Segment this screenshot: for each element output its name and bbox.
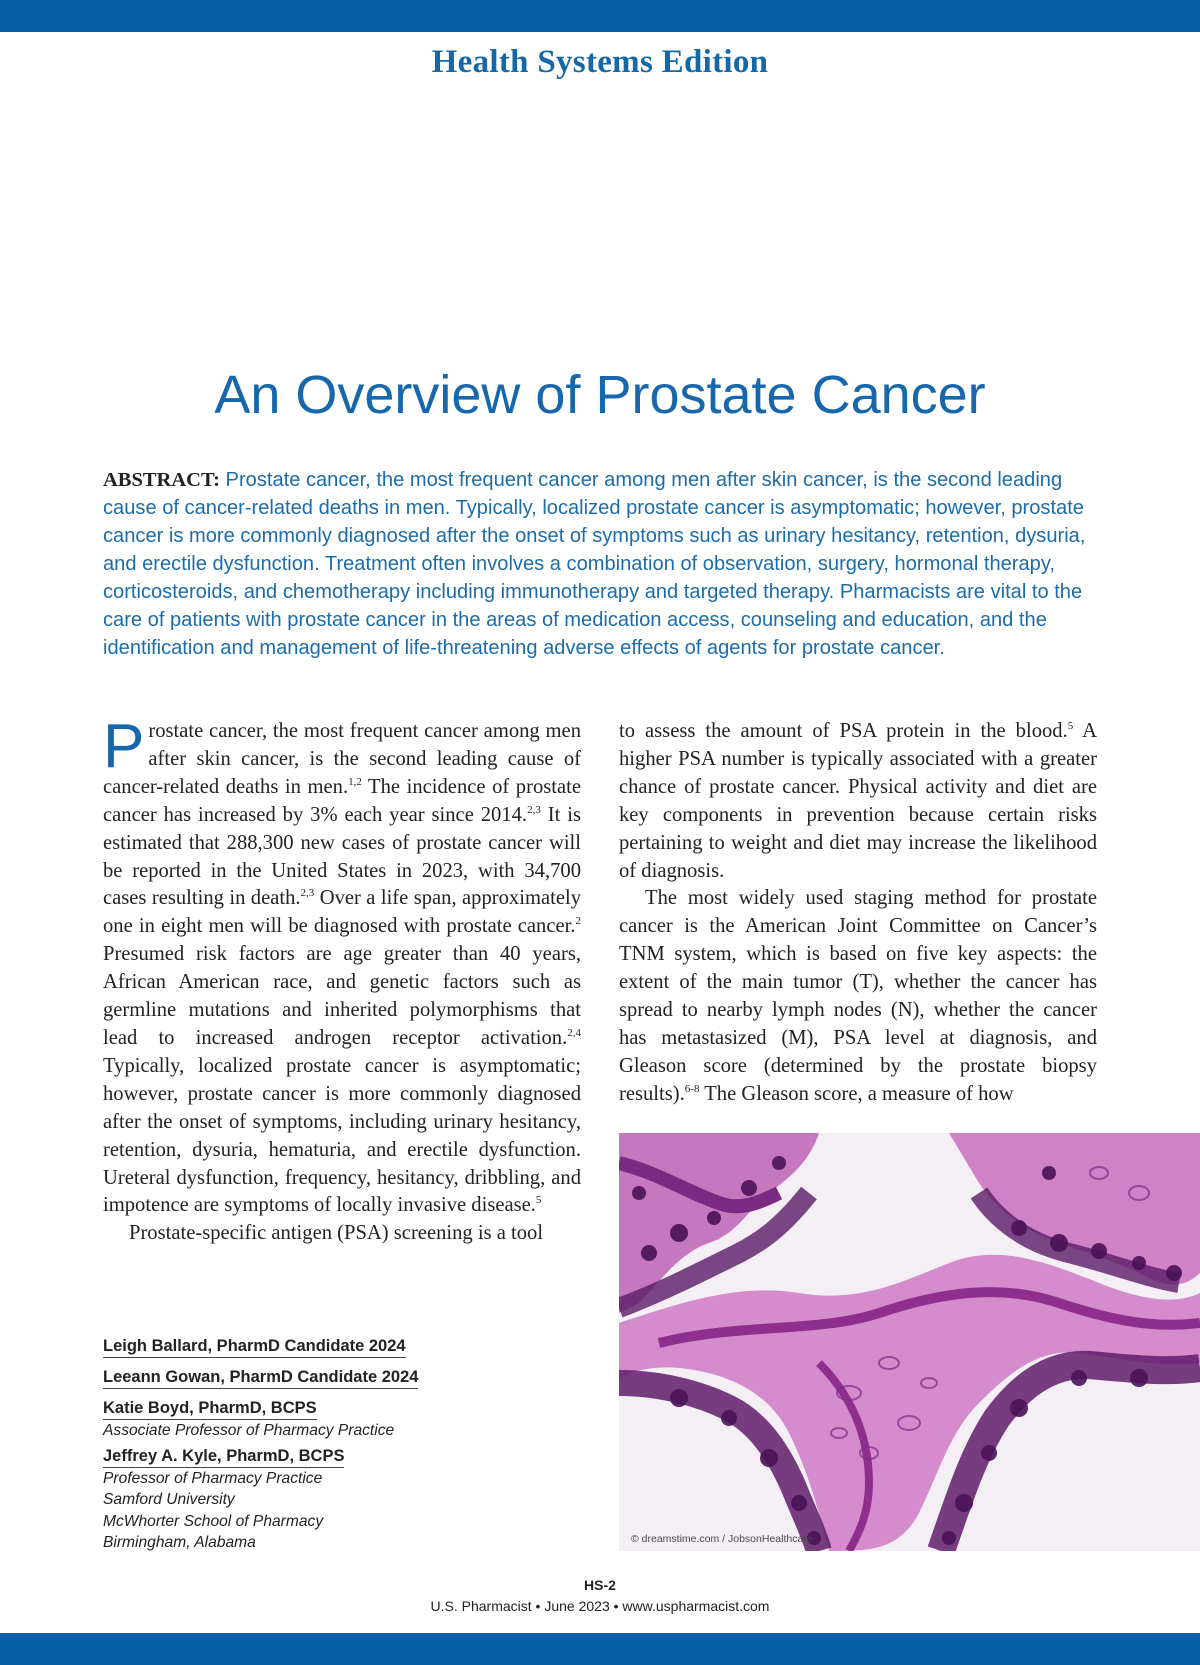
histology-image [619, 1133, 1200, 1551]
image-credit: © dreamstime.com / JobsonHealthcare [631, 1533, 813, 1545]
citation: 1,2 [348, 775, 362, 788]
body-column-right [619, 718, 1097, 1109]
author-entry [103, 1446, 573, 1554]
author-entry [103, 1367, 573, 1389]
edition-header: Health Systems Edition [431, 44, 769, 80]
citation: 2,3 [527, 803, 541, 816]
body-paragraph-2-cont: to assess the amount of PSA protein in the blood.$^5$ A higher PSA number is typically associated with a greater chance of prostate cancer. Physical activity and diet are key components in prevention because certain risks pertaining to weight and diet may increase the likelihood of diagnosis. [619, 720, 1097, 882]
author-affiliation: Associate Professor of Pharmacy Practice [103, 1422, 395, 1439]
author-name: Katie Boyd, PharmD, BCPS [103, 1398, 317, 1420]
author-affiliation: Professor of Pharmacy Practice [103, 1469, 323, 1487]
author-affiliation: Samford University [103, 1491, 235, 1508]
abstract-label: ABSTRACT: [103, 469, 220, 491]
body-paragraph-1: Prostate cancer, the most frequent cancer among men after skin cancer, is the second leading cause of cancer-related deaths in men.$^{1,2}$ The incidence of prostate cancer has increased by 3% each year since 2014.$^{2,3}$ It is estimated that 288,300 new cases of prostate cancer will be reported in the United States in 2023, with 34,700 cases resulting in death.$^{2,3}$ Over a life span, approximately one in eight men will be diagnosed with prostate cancer.$^2$ Presumed risk factors are age greater than 40 years, African American race, and genetic factors such as germline mutations and inherited polymorphisms that lead to increased androgen receptor activation.$^{2,4}$ Typically, localized prostate cancer is asymptomatic; however, prostate cancer is more commonly diagnosed after the onset of symptoms, including urinary hesitancy, retention, dysuria, hematuria, and erectile dysfunction. Ureteral dysfunction, frequency, hesitancy, dribbling, and impotence are symptoms of locally invasive disease.$^5$ [103, 712, 581, 1217]
citation: 2 [575, 915, 581, 928]
footer-publication-line: U.S. Pharmacist • June 2023 • www.uspharmacist.com [430, 1598, 770, 1614]
histology-illustration [619, 1133, 1200, 1551]
top-color-bar [0, 0, 1200, 32]
author-entry [103, 1398, 573, 1442]
body-column-left [103, 712, 581, 1248]
author-affiliation: Birmingham, Alabama [103, 1534, 256, 1551]
citation: 2,4 [567, 1027, 581, 1040]
author-affiliation: McWhorter School of Pharmacy [103, 1512, 324, 1530]
author-list [103, 1336, 573, 1563]
citation: 2,3 [300, 887, 315, 900]
citation: 5 [1067, 720, 1074, 733]
bottom-color-bar [0, 1633, 1200, 1665]
page-number: HS-2 [584, 1577, 616, 1593]
citation: 5 [535, 1194, 542, 1207]
citation: 6-8 [684, 1082, 700, 1095]
author-name: Leeann Gowan, PharmD Candidate 2024 [103, 1367, 418, 1389]
author-name: Jeffrey A. Kyle, PharmD, BCPS [103, 1446, 344, 1468]
article-title: An Overview of Prostate Cancer [214, 365, 986, 425]
author-entry [103, 1336, 573, 1358]
abstract-text: Prostate cancer, the most frequent cancer among men after skin cancer, is the second leading cause of cancer-related deaths in men. Typically, localized prostate cancer is asymptomatic; however, prostate cancer is more commonly diagnosed after the onset of symptoms such as urinary hesitancy, retention, dysuria, and erectile dysfunction. Treatment often involves a combination of observation, surgery, hormonal therapy, corticosteroids, and chemotherapy including immunotherapy and targeted therapy. Pharmacists are vital to the care of patients with prostate cancer in the areas of medication access, counseling and education, and the identification and management of life-threatening adverse effects of agents for prostate cancer. [103, 469, 1086, 659]
author-name: Leigh Ballard, PharmD Candidate 2024 [103, 1336, 406, 1358]
body-paragraph-3: The most widely used staging method for prostate cancer is the American Joint Committee on Cancer’s TNM system, which is based on five key aspects: the extent of the main tumor (T), whether the cancer has spread to nearby lymph nodes (N), whether the cancer has metastasized (M), PSA level at diagnosis, and Gleason score (determined by the prostate biopsy results).$^{6-8}$ The Gleason score, a measure of how [619, 887, 1097, 1105]
body-paragraph-2-start: Prostate-specific antigen (PSA) screening is a tool [129, 1222, 544, 1245]
drop-cap: P [103, 712, 145, 781]
abstract [103, 466, 1103, 662]
